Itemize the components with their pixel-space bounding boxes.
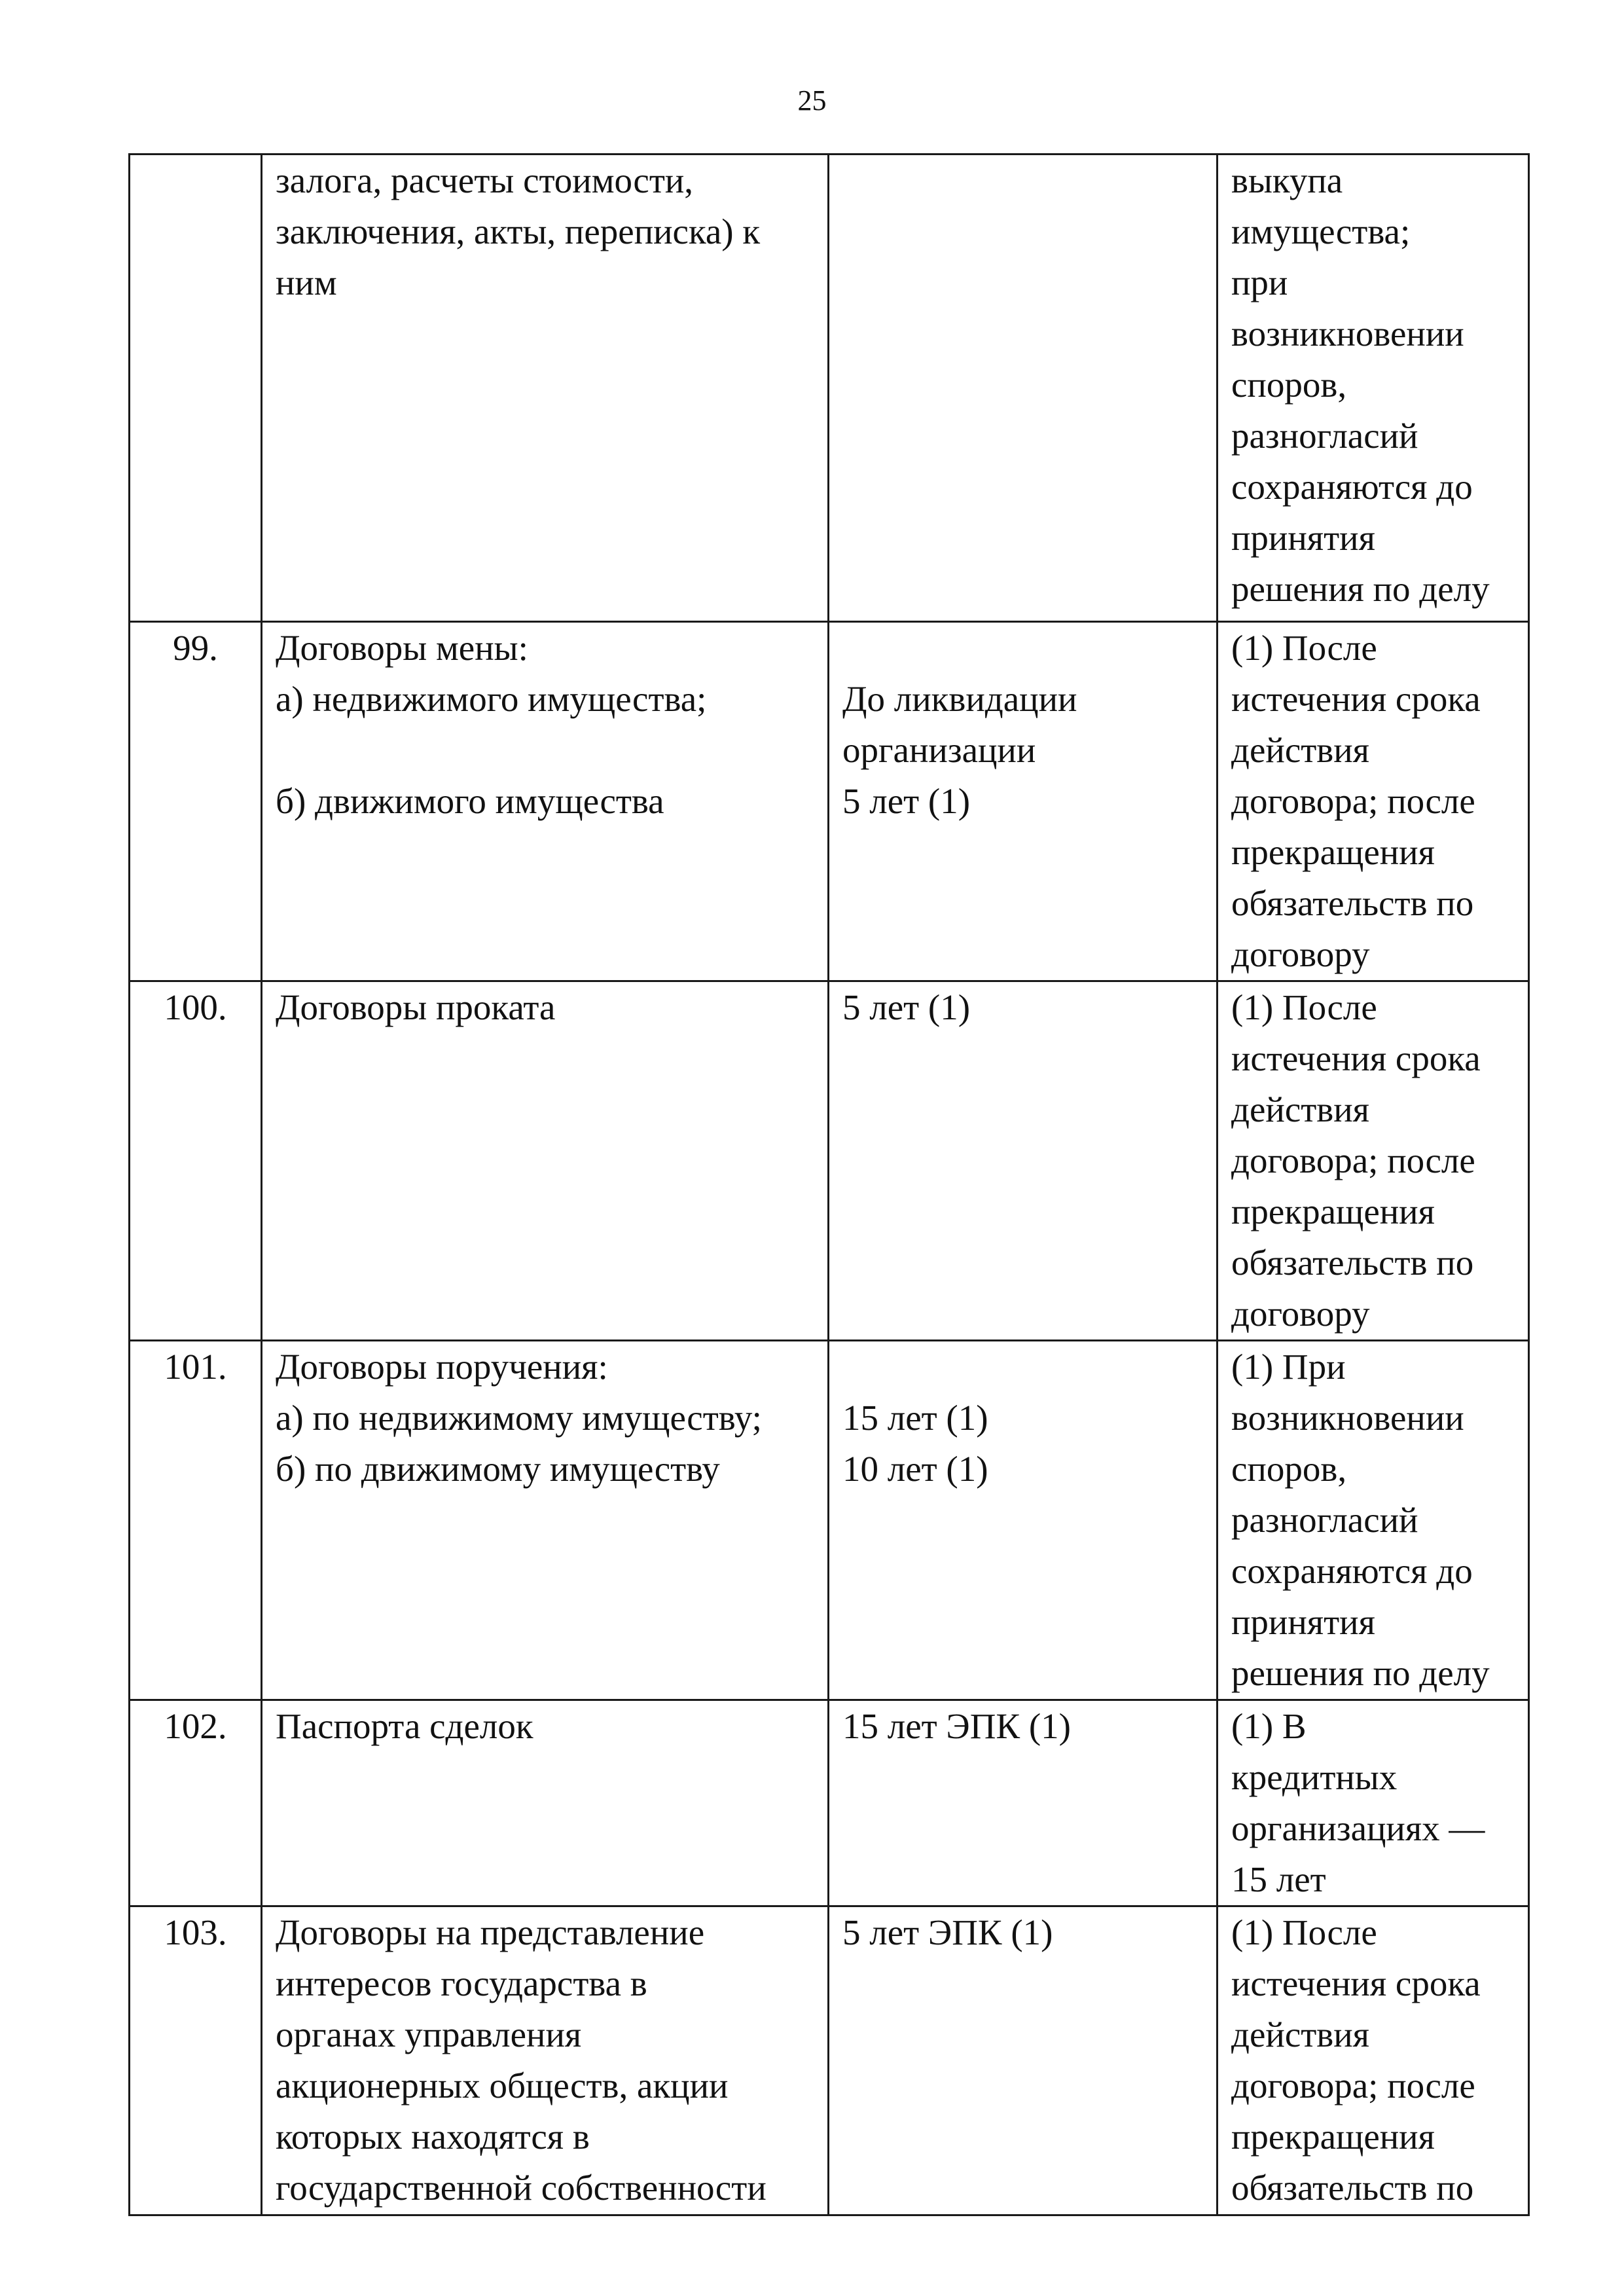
note-line: решения по делу <box>1231 1653 1490 1693</box>
note-line: споров, <box>1231 1449 1347 1489</box>
document-name-cell <box>262 155 829 622</box>
retention-term-line: 10 лет (1) <box>842 1449 988 1489</box>
document-name-line: а) недвижимого имущества; <box>276 679 707 719</box>
note-cell <box>1218 1700 1529 1906</box>
retention-term-line: 15 лет ЭПК (1) <box>842 1706 1071 1746</box>
document-name-line: б) по движимому имуществу <box>276 1449 720 1489</box>
row-number: 103. <box>164 1912 227 1952</box>
row-number-cell <box>130 1700 262 1906</box>
note-line: возникновении <box>1231 1398 1464 1438</box>
note-line: кредитных <box>1231 1757 1398 1797</box>
retention-term-line: До ликвидации <box>842 679 1077 719</box>
row-number-cell <box>130 622 262 981</box>
retention-term-cell <box>829 1700 1218 1906</box>
note-line: принятия <box>1231 518 1375 558</box>
note-line: действия <box>1231 1089 1369 1129</box>
note-cell <box>1218 155 1529 622</box>
row-number-cell <box>130 981 262 1341</box>
retention-term-line: организации <box>842 730 1036 770</box>
note-line: выкупа <box>1231 160 1343 200</box>
document-name-line: органах управления <box>276 2014 582 2054</box>
retention-term-line: 5 лет (1) <box>842 987 971 1027</box>
note-line: споров, <box>1231 365 1347 405</box>
note-line: обязательств по <box>1231 2168 1474 2208</box>
row-number: 101. <box>164 1347 227 1387</box>
note-line: истечения срока <box>1231 1963 1481 2003</box>
retention-term-line: 5 лет ЭПК (1) <box>842 1912 1053 1952</box>
table-row <box>130 1341 1529 1700</box>
document-name-line: интересов государства в <box>276 1963 647 2003</box>
document-name-line: б) движимого имущества <box>276 781 664 821</box>
note-line: организациях — <box>1231 1808 1485 1848</box>
note-line: истечения срока <box>1231 679 1481 719</box>
note-line: действия <box>1231 730 1369 770</box>
note-line: договору <box>1231 934 1370 974</box>
document-name-cell <box>262 622 829 981</box>
note-line: разногласий <box>1231 1500 1418 1540</box>
note-cell <box>1218 1906 1529 2215</box>
table-row <box>130 1700 1529 1906</box>
retention-term-line: 5 лет (1) <box>842 781 971 821</box>
document-name-line: государственной собственности <box>276 2168 767 2208</box>
retention-term-cell <box>829 622 1218 981</box>
blank-line <box>842 1341 1203 1393</box>
note-line: принятия <box>1231 1602 1375 1642</box>
note-line: прекращения <box>1231 832 1435 872</box>
note-line: при <box>1231 263 1288 302</box>
table-row <box>130 622 1529 981</box>
note-line: действия <box>1231 2014 1369 2054</box>
note-line: сохраняются до <box>1231 1551 1473 1591</box>
note-line: обязательств по <box>1231 1243 1474 1283</box>
document-name-cell <box>262 981 829 1341</box>
document-name-line: залога, расчеты стоимости, <box>276 160 694 200</box>
row-number-cell <box>130 1341 262 1700</box>
page-number: 25 <box>797 84 827 117</box>
retention-term-cell <box>829 155 1218 622</box>
document-name-line: Договоры проката <box>276 987 556 1027</box>
row-number-cell <box>130 1906 262 2215</box>
note-line: договора; после <box>1231 1140 1475 1180</box>
document-name-line: Договоры мены: <box>276 628 528 668</box>
note-line: имущества; <box>1231 211 1411 251</box>
document-name-line: Договоры поручения: <box>276 1347 608 1387</box>
note-line: (1) После <box>1231 628 1377 668</box>
document-name-cell <box>262 1341 829 1700</box>
retention-term-cell <box>829 981 1218 1341</box>
note-line: 15 лет <box>1231 1859 1326 1899</box>
note-cell <box>1218 1341 1529 1700</box>
note-line: истечения срока <box>1231 1038 1481 1078</box>
note-line: (1) После <box>1231 1912 1377 1952</box>
note-cell <box>1218 622 1529 981</box>
row-number-cell <box>130 155 262 622</box>
document-name-line: Паспорта сделок <box>276 1706 533 1746</box>
note-cell <box>1218 981 1529 1341</box>
note-line: договора; после <box>1231 2066 1475 2105</box>
document-name-line: которых находятся в <box>276 2117 590 2157</box>
document-name-cell <box>262 1906 829 2215</box>
table-row <box>130 1906 1529 2215</box>
table-row <box>130 155 1529 622</box>
note-line: обязательств по <box>1231 883 1474 923</box>
blank-line <box>276 725 814 776</box>
note-line: (1) После <box>1231 987 1377 1027</box>
document-name-line: а) по недвижимому имуществу; <box>276 1398 762 1438</box>
note-line: договору <box>1231 1294 1370 1334</box>
retention-term-cell <box>829 1341 1218 1700</box>
retention-term-cell <box>829 1906 1218 2215</box>
note-line: решения по делу <box>1231 569 1490 609</box>
document-name-line: Договоры на представление <box>276 1912 705 1952</box>
row-number: 99. <box>173 628 218 668</box>
note-line: прекращения <box>1231 1192 1435 1231</box>
records-retention-table <box>128 153 1530 2216</box>
retention-term-line: 15 лет (1) <box>842 1398 988 1438</box>
note-line: (1) В <box>1231 1706 1307 1746</box>
document-name-line: ним <box>276 263 337 302</box>
blank-line <box>842 623 1203 674</box>
document-name-cell <box>262 1700 829 1906</box>
note-line: разногласий <box>1231 416 1418 456</box>
note-line: возникновении <box>1231 314 1464 354</box>
document-name-line: заключения, акты, переписка) к <box>276 211 761 251</box>
note-line: договора; после <box>1231 781 1475 821</box>
note-line: сохраняются до <box>1231 467 1473 507</box>
table-row <box>130 981 1529 1341</box>
document-name-line: акционерных обществ, акции <box>276 2066 729 2105</box>
row-number: 102. <box>164 1706 227 1746</box>
note-line: прекращения <box>1231 2117 1435 2157</box>
row-number: 100. <box>164 987 227 1027</box>
note-line: (1) При <box>1231 1347 1346 1387</box>
